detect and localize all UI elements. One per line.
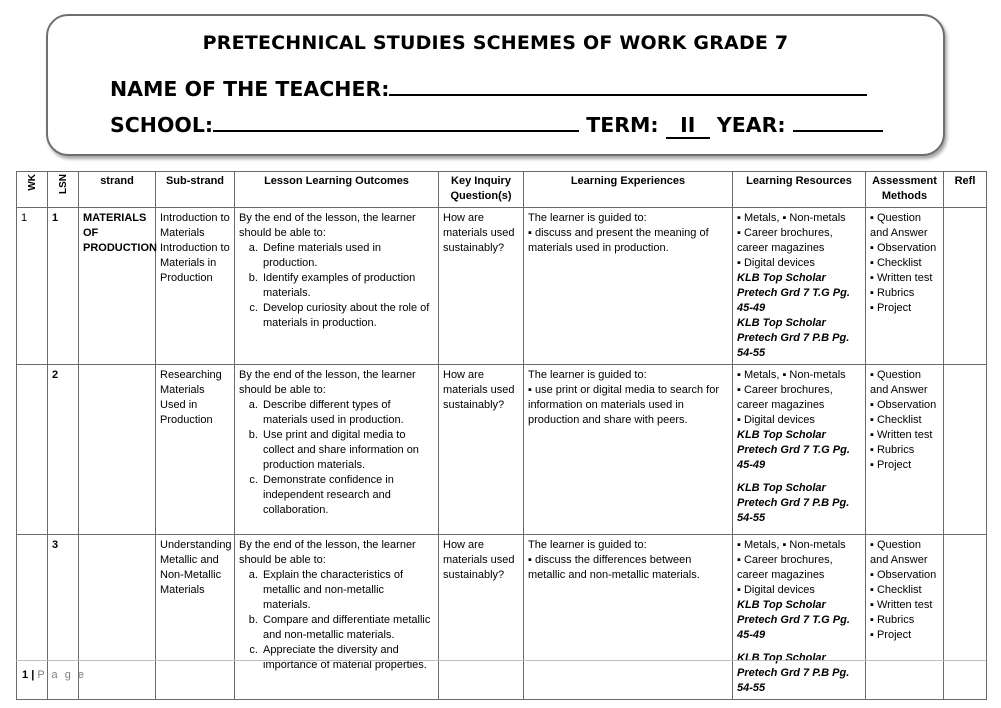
lesson-cell: 1 <box>48 208 79 365</box>
reflection-cell <box>944 208 987 365</box>
col-header-assessment: Assessment Methods <box>866 172 944 208</box>
strand-cell: MATERIALS OF PRODUCTION <box>79 208 156 365</box>
page-word: P a g e <box>37 669 86 681</box>
assessment-item: ▪ Checklist <box>870 256 939 271</box>
textbook-reference: KLB Top Scholar Pretech Grd 7 P.B Pg. 54-55 <box>737 317 850 359</box>
assessment-item: ▪ Question and Answer <box>870 538 939 568</box>
table-header-row <box>17 172 987 208</box>
footer-divider <box>16 660 986 661</box>
textbook-reference: KLB Top Scholar Pretech Grd 7 P.B Pg. 54-55 <box>737 482 850 524</box>
assessment-item: ▪ Written test <box>870 428 939 443</box>
resource-item: ▪ Digital devices <box>737 413 861 428</box>
strand-cell <box>79 535 156 700</box>
outcomes-cell <box>235 535 439 700</box>
substrand-cell: Introduction to Materials Introduction to Materials in Production <box>156 208 235 365</box>
experience-item: ▪ discuss the differences between metallic and non-metallic materials. <box>528 553 728 583</box>
assessment-item: ▪ Written test <box>870 598 939 613</box>
outcome-item: a. Explain the characteristics of metallic and non-metallic materials. <box>261 568 434 613</box>
experience-intro: The learner is guided to: <box>528 539 647 551</box>
experience-intro: The learner is guided to: <box>528 369 647 381</box>
assessment-item: ▪ Observation <box>870 398 939 413</box>
reflection-cell <box>944 365 987 535</box>
assessment-item: ▪ Observation <box>870 241 939 256</box>
experiences-cell <box>524 365 733 535</box>
assessment-item: ▪ Rubrics <box>870 443 939 458</box>
assessment-item: ▪ Checklist <box>870 583 939 598</box>
table-row <box>17 535 987 700</box>
outcome-item: a. Define materials used in production. <box>261 241 434 271</box>
school-label: SCHOOL: <box>110 113 214 137</box>
strand-cell <box>79 365 156 535</box>
term-label: TERM: <box>586 113 659 137</box>
textbook-reference: KLB Top Scholar Pretech Grd 7 T.G Pg. 45-49 <box>737 429 850 471</box>
resource-item: ▪ Career brochures, career magazines <box>737 226 861 256</box>
resources-cell <box>733 208 866 365</box>
assessment-item: ▪ Question and Answer <box>870 211 939 241</box>
assessment-item: ▪ Observation <box>870 568 939 583</box>
outcomes-intro: By the end of the lesson, the learner should be able to: <box>239 369 416 396</box>
col-header-resources: Learning Resources <box>733 172 866 208</box>
schemes-table <box>16 171 987 700</box>
textbook-reference: KLB Top Scholar Pretech Grd 7 T.G Pg. 45-49 <box>737 599 850 641</box>
teacher-name-line <box>110 76 867 101</box>
assessment-item: ▪ Question and Answer <box>870 368 939 398</box>
outcome-item: c. Appreciate the diversity and importance of material properties. <box>261 643 434 673</box>
col-header-lsn: LSN <box>48 172 79 208</box>
assessment-cell <box>866 535 944 700</box>
experiences-cell <box>524 535 733 700</box>
textbook-reference: KLB Top Scholar Pretech Grd 7 T.G Pg. 45-49 <box>737 272 850 314</box>
assessment-item: ▪ Project <box>870 628 939 643</box>
experiences-cell <box>524 208 733 365</box>
experience-item: ▪ use print or digital media to search for information on materials used in production and share with peers. <box>528 383 728 428</box>
term-value: II <box>666 113 710 139</box>
substrand-cell: Understanding Metallic and Non-Metallic Materials <box>156 535 235 700</box>
year-blank <box>793 112 883 132</box>
col-header-experiences: Learning Experiences <box>524 172 733 208</box>
experience-intro: The learner is guided to: <box>528 212 647 224</box>
assessment-item: ▪ Project <box>870 458 939 473</box>
textbook-reference: KLB Top Scholar Pretech Grd 7 P.B Pg. 54-55 <box>737 652 850 694</box>
lesson-cell: 3 <box>48 535 79 700</box>
col-header-outcomes: Lesson Learning Outcomes <box>235 172 439 208</box>
assessment-item: ▪ Rubrics <box>870 613 939 628</box>
outcomes-list <box>239 398 434 518</box>
outcomes-list <box>239 568 434 673</box>
resource-item: ▪ Career brochures, career magazines <box>737 383 861 413</box>
resources-cell <box>733 535 866 700</box>
table-row <box>17 365 987 535</box>
col-header-wk: WK <box>17 172 48 208</box>
week-cell <box>17 365 48 535</box>
outcome-item: b. Identify examples of production materials. <box>261 271 434 301</box>
col-header-question: Key Inquiry Question(s) <box>439 172 524 208</box>
resource-item: ▪ Digital devices <box>737 583 861 598</box>
outcomes-list <box>239 241 434 331</box>
week-cell: 1 <box>17 208 48 365</box>
school-blank <box>213 112 579 132</box>
assessment-item: ▪ Rubrics <box>870 286 939 301</box>
substrand-cell: Researching Materials Used in Production <box>156 365 235 535</box>
assessment-cell <box>866 365 944 535</box>
year-label: YEAR: <box>716 113 786 137</box>
outcome-item: c. Demonstrate confidence in independent research and collaboration. <box>261 473 434 518</box>
teacher-name-blank <box>389 76 867 96</box>
lesson-cell: 2 <box>48 365 79 535</box>
assessment-cell <box>866 208 944 365</box>
resource-item: ▪ Metals, ▪ Non-metals <box>737 211 861 226</box>
teacher-name-label: NAME OF THE TEACHER: <box>110 77 390 101</box>
col-header-substrand: Sub-strand <box>156 172 235 208</box>
outcome-item: a. Describe different types of materials used in production. <box>261 398 434 428</box>
question-cell: How are materials used sustainably? <box>439 535 524 700</box>
assessment-item: ▪ Project <box>870 301 939 316</box>
outcome-item: b. Use print and digital media to collect and share information on production materials. <box>261 428 434 473</box>
assessment-item: ▪ Written test <box>870 271 939 286</box>
col-header-reflection: Refl <box>944 172 987 208</box>
question-cell: How are materials used sustainably? <box>439 365 524 535</box>
assessment-item: ▪ Checklist <box>870 413 939 428</box>
reflection-cell <box>944 535 987 700</box>
resource-item: ▪ Metals, ▪ Non-metals <box>737 368 861 383</box>
outcomes-intro: By the end of the lesson, the learner should be able to: <box>239 212 416 239</box>
resource-item: ▪ Career brochures, career magazines <box>737 553 861 583</box>
outcome-item: b. Compare and differentiate metallic and non-metallic materials. <box>261 613 434 643</box>
document-title: PRETECHNICAL STUDIES SCHEMES OF WORK GRADE 7 <box>202 32 789 54</box>
page-number: 1 <box>22 669 29 681</box>
page-footer: 1 | P a g e <box>22 669 86 681</box>
resource-item: ▪ Digital devices <box>737 256 861 271</box>
experience-item: ▪ discuss and present the meaning of materials used in production. <box>528 226 728 256</box>
outcomes-intro: By the end of the lesson, the learner should be able to: <box>239 539 416 566</box>
outcomes-cell <box>235 208 439 365</box>
outcomes-cell <box>235 365 439 535</box>
outcome-item: c. Develop curiosity about the role of materials in production. <box>261 301 434 331</box>
resources-cell <box>733 365 866 535</box>
col-header-strand: strand <box>79 172 156 208</box>
question-cell: How are materials used sustainably? <box>439 208 524 365</box>
school-term-year-line <box>110 112 883 139</box>
table-row <box>17 208 987 365</box>
resource-item: ▪ Metals, ▪ Non-metals <box>737 538 861 553</box>
document-header-box <box>46 14 945 156</box>
